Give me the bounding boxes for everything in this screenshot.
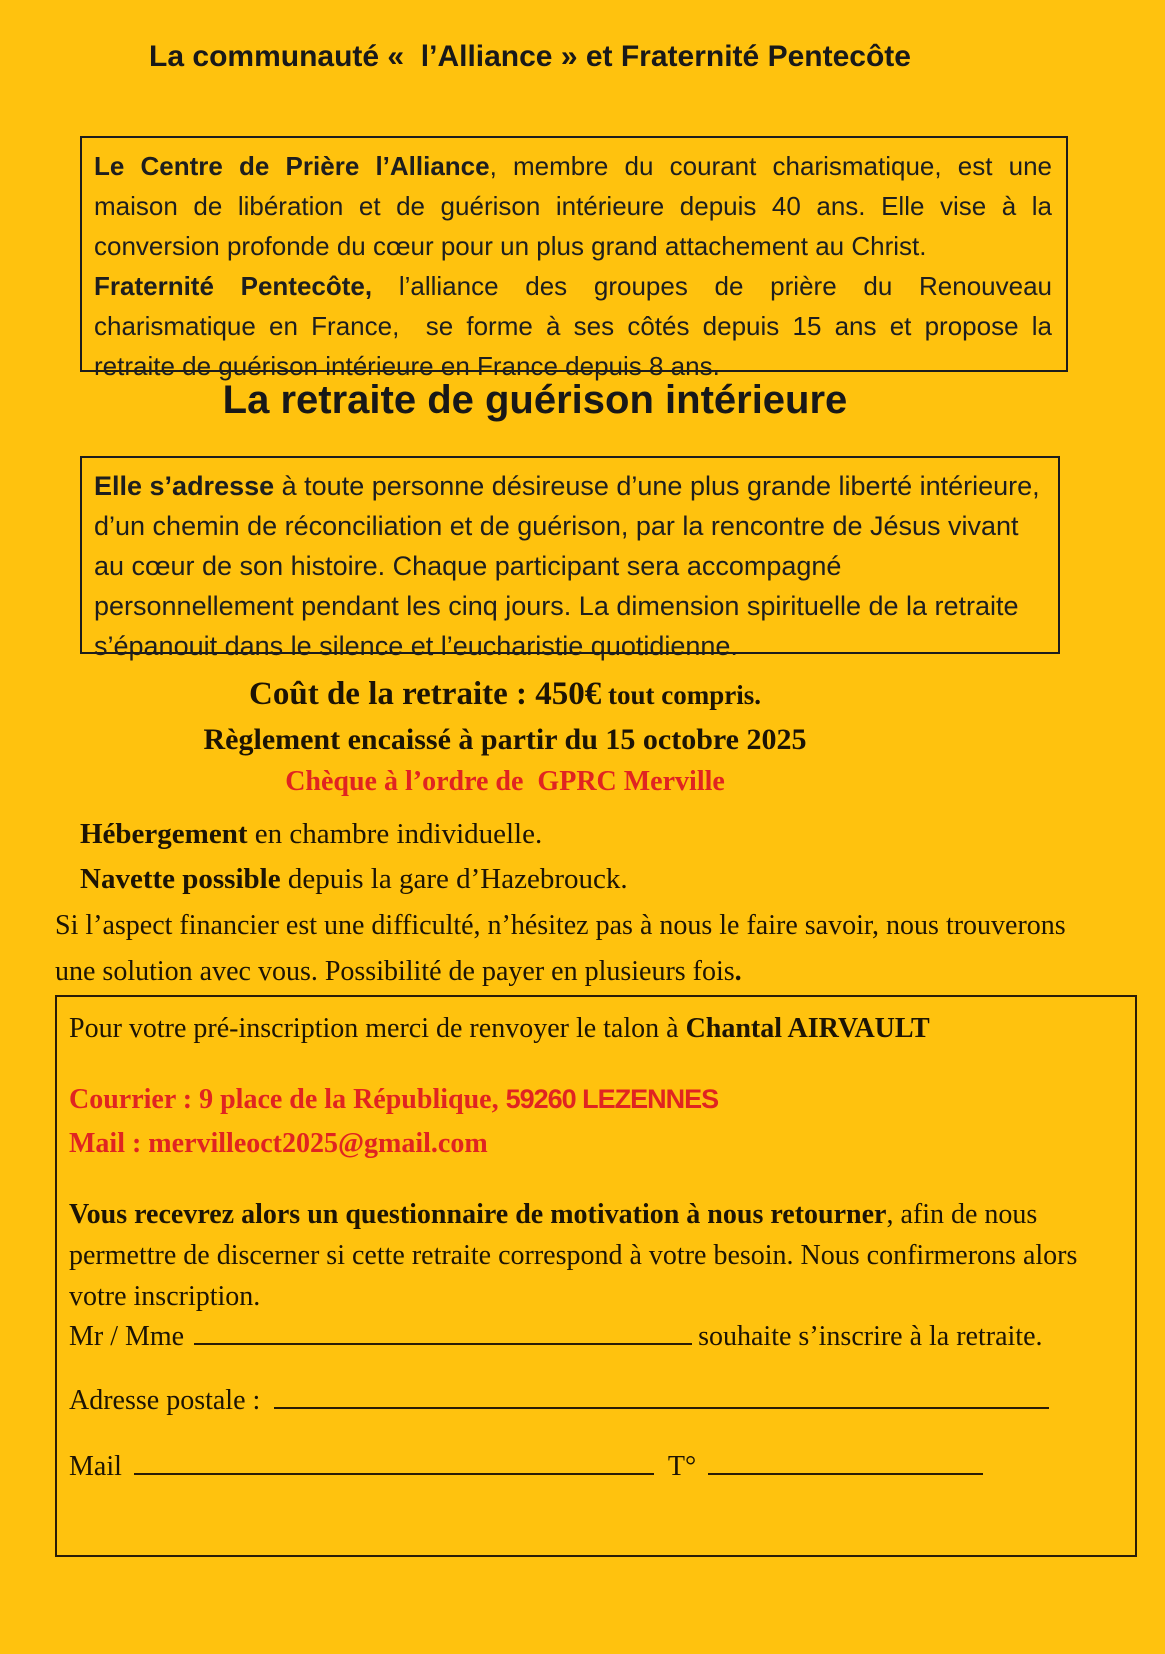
fraternite-description: l’alliance des groupes de prière du Renouveau charismatique en France, se forme à ses côtés depuis 15 ans et propose la retraite de guérison intérieure en France depuis 8 ans.	[94, 271, 1052, 381]
preinscription-line	[69, 1009, 1119, 1049]
mail-label: Mail	[69, 1451, 122, 1482]
form-line-civility	[69, 1317, 1119, 1357]
audience-lead: Elle s’adresse	[94, 471, 275, 501]
questionnaire-rest: , afin de nous permettre de discerner si cette retraite correspond à votre besoin. Nous confirmerons alors votre inscription.	[69, 1199, 1078, 1312]
retreat-heading: La retraite de guérison intérieure	[222, 378, 848, 422]
cost-line	[0, 676, 1010, 713]
financial-help-note	[55, 903, 1110, 995]
page-title: La communauté « l’Alliance » et Fraternité Pentecôte	[149, 40, 911, 73]
lodging-detail: en chambre individuelle.	[247, 818, 543, 850]
cheque-order-line: Chèque à l’ordre de GPRC Merville	[285, 766, 725, 797]
form-line-address	[69, 1381, 1119, 1421]
alliance-name: Le Centre de Prière l’Alliance	[94, 151, 490, 181]
lodging-block	[80, 812, 1080, 902]
financial-help-period: .	[734, 956, 742, 987]
intro-paragraph-alliance	[94, 146, 1052, 266]
civility-label: Mr / Mme	[69, 1321, 185, 1352]
courrier-line	[69, 1079, 1119, 1120]
email-line: Mail : mervilleoct2025@gmail.com	[69, 1128, 488, 1159]
shuttle-detail: depuis la gare d’Hazebrouck.	[280, 863, 628, 895]
cost-amount: Coût de la retraite : 450€	[249, 676, 602, 712]
address-blank-line	[274, 1383, 1049, 1409]
lodging-label: Hébergement	[80, 818, 248, 850]
shuttle-label: Navette possible	[80, 863, 281, 895]
audience-paragraph	[94, 466, 1044, 666]
questionnaire-lead: Vous recevrez alors un questionnaire de motivation à nous retourner	[69, 1199, 887, 1230]
alliance-description: , membre du courant charismatique, est une maison de libération et de guérison intérieure depuis 40 ans. Elle vise à la conversion profonde du cœur pour un plus grand attachement au Christ.	[94, 151, 1053, 261]
form-line-mail-phone	[69, 1447, 1119, 1487]
audience-box	[80, 456, 1060, 661]
community-intro-box	[80, 136, 1068, 381]
questionnaire-paragraph	[69, 1194, 1119, 1317]
contact-name: Chantal AIRVAULT	[685, 1013, 930, 1044]
intro-paragraph-fraternite	[94, 266, 1052, 386]
audience-description: à toute personne désireuse d’une plus grande liberté intérieure, d’un chemin de réconciliation et de guérison, par la rencontre de Jésus vivant au cœur de son histoire. Chaque participant sera accompagné personnellement pendant les cinq jours. La dimension spirituelle de la retraite s’épanouit dans le silence et l’eucharistie quotidienne.	[94, 471, 1040, 661]
cost-all-included: tout compris.	[601, 680, 761, 710]
courrier-address: Courrier : 9 place de la République,	[69, 1084, 506, 1115]
mail-blank-line	[134, 1449, 654, 1475]
address-label: Adresse postale :	[69, 1385, 261, 1416]
signup-box	[55, 995, 1137, 1557]
payment-date-line: Règlement encaissé à partir du 15 octobre 2025	[203, 723, 807, 756]
name-blank-line	[194, 1319, 692, 1345]
fraternite-name: Fraternité Pentecôte,	[94, 271, 373, 301]
phone-blank-line	[708, 1449, 983, 1475]
shuttle-line	[80, 857, 1080, 902]
financial-help-text: Si l’aspect financier est une difficulté, n’hésitez pas à nous le faire savoir, nous trouverons une solution avec vous. Possibilité de payer en plusieurs fois	[55, 910, 1066, 987]
preinscription-text: Pour votre pré-inscription merci de renvoyer le talon à	[69, 1013, 686, 1044]
courrier-city: 59260 LEZENNES	[505, 1084, 719, 1114]
lodging-line	[80, 812, 1080, 857]
phone-label: T°	[667, 1451, 697, 1482]
cost-block	[0, 676, 1010, 798]
wish-text: souhaite s’inscrire à la retraite.	[698, 1321, 1043, 1352]
